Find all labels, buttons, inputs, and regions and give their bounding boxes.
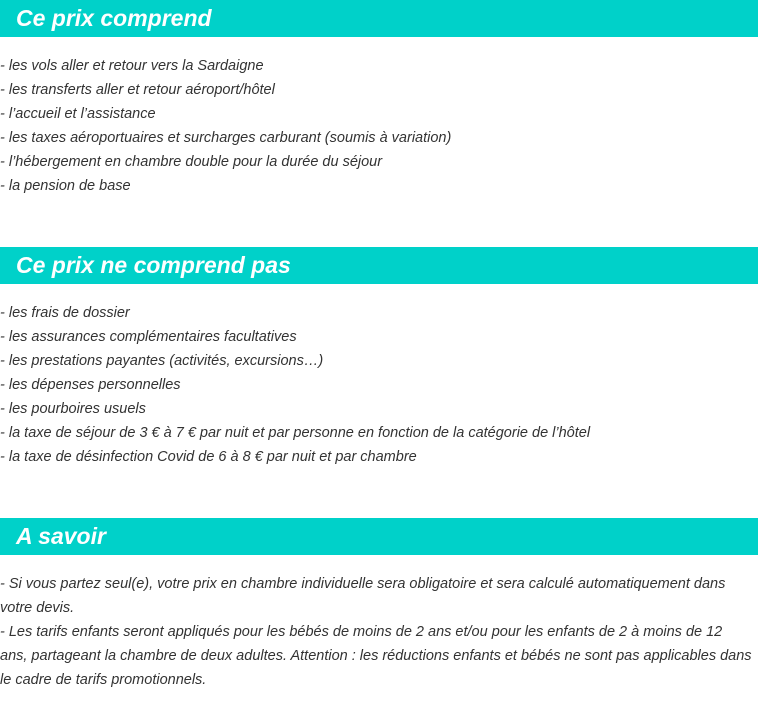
section-title-includes: Ce prix comprend [16, 5, 212, 31]
excludes-list [0, 301, 758, 469]
section-header-includes [0, 0, 758, 37]
list-item: - la taxe de désinfection Covid de 6 à 8 € par nuit et par chambre [0, 449, 417, 465]
paragraph: - Les tarifs enfants seront appliqués pour les bébés de moins de 2 ans et/ou pour les enfants de 2 à moins de 12 ans, partageant la chambre de deux adultes. Attention : les réductions enfants et bébés ne sont pas applicables dans le cadre de tarifs promotionnels. [0, 624, 752, 688]
list-item: - les frais de dossier [0, 305, 130, 321]
list-item: - les vols aller et retour vers la Sardaigne [0, 58, 264, 74]
list-item: - les dépenses personnelles [0, 377, 181, 393]
list-item: - les assurances complémentaires facultatives [0, 329, 297, 345]
list-item: - l’accueil et l’assistance [0, 106, 156, 122]
list-item: - les transferts aller et retour aéroport/hôtel [0, 82, 275, 98]
list-item: - l’hébergement en chambre double pour la durée du séjour [0, 154, 383, 170]
section-header-good-to-know [0, 518, 758, 555]
list-item: - les prestations payantes (activités, excursions…) [0, 353, 324, 369]
section-title-good-to-know: A savoir [16, 523, 106, 549]
section-title-excludes: Ce prix ne comprend pas [16, 252, 291, 278]
section-header-excludes [0, 247, 758, 284]
paragraph: - Si vous partez seul(e), votre prix en chambre individuelle sera obligatoire et sera calculé automatiquement dans votre devis. [0, 576, 726, 616]
list-item: - la taxe de séjour de 3 € à 7 € par nuit et par personne en fonction de la catégorie de l’hôtel [0, 425, 591, 441]
good-to-know-text [0, 572, 752, 692]
includes-list [0, 54, 758, 198]
list-item: - les taxes aéroportuaires et surcharges carburant (soumis à variation) [0, 130, 452, 146]
list-item: - les pourboires usuels [0, 401, 146, 417]
list-item: - la pension de base [0, 178, 131, 194]
